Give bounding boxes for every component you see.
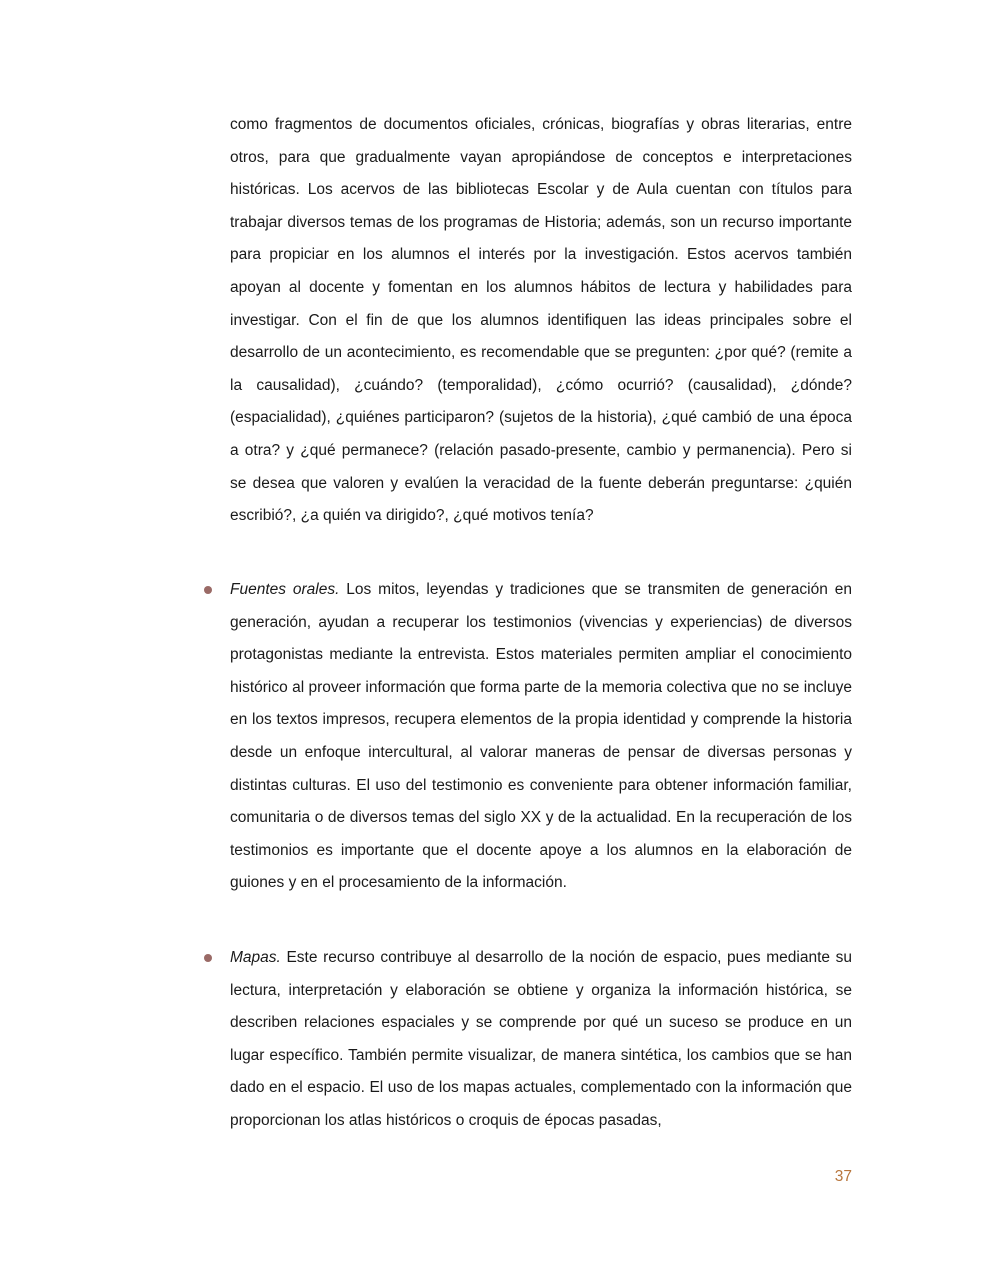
list-item-paragraph [230, 574, 852, 900]
bullet-icon [204, 954, 212, 962]
continuation-paragraph: como fragmentos de documentos oficiales, crónicas, biografías y obras literarias, entre otros, para que gradualmente vayan apropiándose de conceptos e interpretaciones históricas. Los acervos de las bibliotecas Escolar y de Aula cuentan con títulos para trabajar diversos temas de los programas de Historia; además, son un recurso importante para propiciar en los alumnos el interés por la investigación. Estos acervos también apoyan al docente y fomentan en los alumnos hábitos de lectura y habilidades para investigar. Con el fin de que los alumnos identifiquen las ideas principales sobre el desarrollo de un acontecimiento, es recomendable que se pregunten: ¿por qué? (remite a la causalidad), ¿cuándo? (temporalidad), ¿cómo ocurrió? (causalidad), ¿dónde? (espacialidad), ¿quiénes participaron? (sujetos de la historia), ¿qué cambió de una época a otra? y ¿qué permanece? (relación pasado-presente, cambio y permanencia). Pero si se desea que valoren y evalúen la veracidad de la fuente deberán preguntarse: ¿quién escribió?, ¿a quién va dirigido?, ¿qué motivos tenía? [230, 116, 852, 525]
list-item-text: Este recurso contribuye al desarrollo de la noción de espacio, pues mediante su lectura, interpretación y elaboración se obtiene y organiza la información histórica, se describen relaciones espaciales y se comprende por qué un suceso se produce en un lugar específico. También permite visualizar, de manera sintética, los cambios que se han dado en el espacio. El uso de los mapas actuales, complementado con la información que proporcionan los atlas históricos o croquis de épocas pasadas, [230, 949, 852, 1129]
page-number: 37 [834, 1168, 852, 1185]
list-item-text: Los mitos, leyendas y tradiciones que se transmiten de generación en generación, ayudan a recuperar los testimonios (vivencias y experiencias) de diversos protagonistas mediante la entrevista. Estos materiales permiten ampliar el conocimiento histórico al proveer información que forma parte de la memoria colectiva que no se incluye en los textos impresos, recupera elementos de la propia identidad y comprende la historia desde un enfoque intercultural, al valorar maneras de pensar de diversas personas y distintas culturas. El uso del testimonio es conveniente para obtener información familiar, comunitaria o de diversos temas del siglo XX y de la actualidad. En la recuperación de los testimonios es importante que el docente apoye a los alumnos en la elaboración de guiones y en el procesamiento de la información. [230, 581, 852, 892]
list-item-paragraph [230, 942, 852, 1138]
list-item-mapas [230, 942, 852, 1138]
list-item-term: Fuentes orales. [230, 581, 340, 598]
list-item-term: Mapas. [230, 949, 281, 966]
bullet-icon [204, 586, 212, 594]
list-item-fuentes-orales [230, 574, 852, 900]
